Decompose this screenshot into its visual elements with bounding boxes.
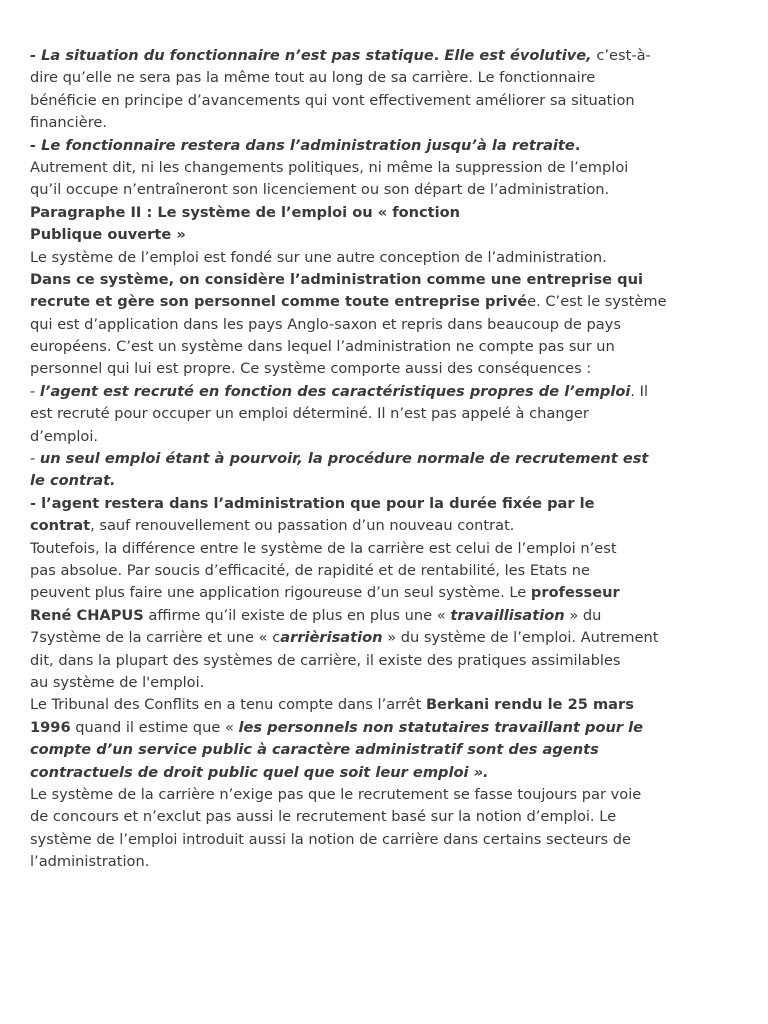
text-segment: Berkani rendu le 25 mars (425, 696, 634, 714)
text-segment: peuvent plus faire une application rigoureuse d’un seul système. Le (30, 584, 531, 602)
text-segment: - (30, 382, 40, 400)
text-segment: qu’il occupe n’entraîneront son licenciement ou son départ de l’administration. (30, 181, 610, 199)
text-line (30, 762, 750, 784)
text-line (30, 627, 750, 649)
text-line (30, 672, 750, 694)
text-line (30, 650, 750, 672)
text-segment: le contrat. (30, 472, 116, 490)
text-line (30, 403, 750, 425)
text-segment: arrièrisation (280, 629, 383, 647)
text-line (30, 605, 750, 627)
text-segment: Dans ce système, on considère l’administration comme une entreprise qui (30, 270, 643, 288)
text-segment: Le système de l’emploi est fondé sur une autre conception de l’administration. (30, 248, 607, 266)
text-segment: travaillisation (450, 606, 565, 624)
text-segment: financière. (30, 114, 107, 132)
text-segment: . (433, 47, 445, 64)
text-line (30, 739, 750, 761)
text-line (30, 45, 750, 67)
text-segment: 7système de la carrière et une « c (30, 629, 281, 647)
text-segment: e. C’est le système (527, 293, 667, 311)
text-segment: affirme qu’il existe de plus en plus une « (143, 606, 451, 624)
text-segment: Paragraphe II : Le système de l’emploi ou « fonction (30, 203, 461, 221)
text-segment: pas absolue. Par soucis d’efficacité, de rapidité et de rentabilité, les Etats ne (30, 561, 590, 579)
text-segment: de concours et n’exclut pas aussi le recrutement basé sur la notion d’emploi. Le (30, 808, 617, 826)
text-line (30, 829, 750, 851)
text-line (30, 269, 750, 291)
text-line (30, 179, 750, 201)
text-line (30, 560, 750, 582)
text-line (30, 90, 750, 112)
text-line (30, 470, 750, 492)
text-line (30, 135, 750, 157)
text-segment: au système de l'emploi. (30, 673, 205, 691)
text-segment: système de l’emploi introduit aussi la notion de carrière dans certains secteurs de (30, 830, 632, 848)
text-segment: , sauf renouvellement ou passation d’un nouveau contrat. (90, 517, 515, 535)
text-segment: - Le fonctionnaire restera dans l’administration jusqu’à la retraite (30, 136, 575, 154)
text-line (30, 381, 750, 403)
text-line (30, 448, 750, 470)
text-line (30, 291, 750, 313)
text-segment: . (574, 136, 581, 154)
text-line (30, 493, 750, 515)
text-segment: » du (564, 606, 602, 624)
text-line (30, 202, 750, 224)
text-segment: . Il (630, 382, 648, 400)
text-line (30, 694, 750, 716)
text-segment: quand il estime que « (70, 718, 239, 736)
text-line (30, 784, 750, 806)
text-line (30, 582, 750, 604)
text-line (30, 67, 750, 89)
text-segment: dire qu’elle ne sera pas la même tout au long de sa carrière. Le fonctionnaire (30, 69, 596, 87)
text-segment: les personnels non statutaires travaillant pour le (238, 718, 644, 736)
text-segment: - (30, 450, 40, 468)
text-line (30, 336, 750, 358)
text-segment: René CHAPUS (30, 606, 144, 624)
text-segment: » du système de l’emploi. Autrement (382, 629, 659, 647)
text-line (30, 538, 750, 560)
text-segment: contractuels de droit public quel que soit leur emploi ». (30, 763, 489, 781)
text-line (30, 806, 750, 828)
text-segment: professeur (530, 584, 620, 602)
text-line (30, 224, 750, 246)
text-segment: 1996 (30, 718, 71, 736)
text-line (30, 515, 750, 537)
text-segment: compte d’un service public à caractère administratif sont des agents (30, 741, 599, 759)
text-segment: Le système de la carrière n’exige pas que le recrutement se fasse toujours par voie (30, 785, 642, 803)
text-segment: un seul emploi étant à pourvoir, la procédure normale de recrutement est (39, 450, 649, 468)
text-segment: bénéficie en principe d’avancements qui vont effectivement améliorer sa situation (30, 91, 635, 109)
text-segment: Toutefois, la différence entre le système de la carrière est celui de l’emploi n’est (30, 539, 617, 557)
text-line (30, 247, 750, 269)
text-segment: recrute et gère son personnel comme toute entreprise privé (30, 293, 528, 311)
text-segment: Le Tribunal des Conflits en a tenu compte dans l’arrêt (30, 696, 426, 714)
text-segment: - La situation du fonctionnaire n’est pas statique (30, 47, 434, 64)
text-segment: qui est d’application dans les pays Anglo-saxon et repris dans beaucoup de pays (30, 315, 621, 333)
text-line (30, 314, 750, 336)
text-segment: contrat (30, 517, 91, 535)
text-segment: l’agent est recruté en fonction des caractéristiques propres de l’emploi (39, 382, 631, 400)
text-segment: - l’agent restera dans l’administration que pour la durée fixée par le (30, 494, 595, 512)
text-segment: européens. C’est un système dans lequel l’administration ne compte pas sur un (30, 338, 615, 356)
text-segment: d’emploi. (30, 427, 99, 445)
text-segment: Autrement dit, ni les changements politiques, ni même la suppression de l’emploi (30, 158, 629, 176)
document-body (30, 45, 750, 873)
text-segment: personnel qui lui est propre. Ce système comporte aussi des conséquences : (30, 360, 592, 378)
text-line (30, 358, 750, 380)
text-segment: l’administration. (30, 853, 150, 871)
text-segment: dit, dans la plupart des systèmes de carrière, il existe des pratiques assimilables (30, 651, 621, 669)
text-line (30, 426, 750, 448)
text-segment: est recruté pour occuper un emploi déterminé. Il n’est pas appelé à changer (30, 405, 589, 423)
text-segment: Publique ouverte » (30, 226, 186, 244)
text-segment: c’est-à- (591, 47, 651, 64)
text-line (30, 851, 750, 873)
text-line (30, 717, 750, 739)
text-line (30, 112, 750, 134)
text-line (30, 157, 750, 179)
text-segment: Elle est évolutive, (444, 47, 592, 64)
